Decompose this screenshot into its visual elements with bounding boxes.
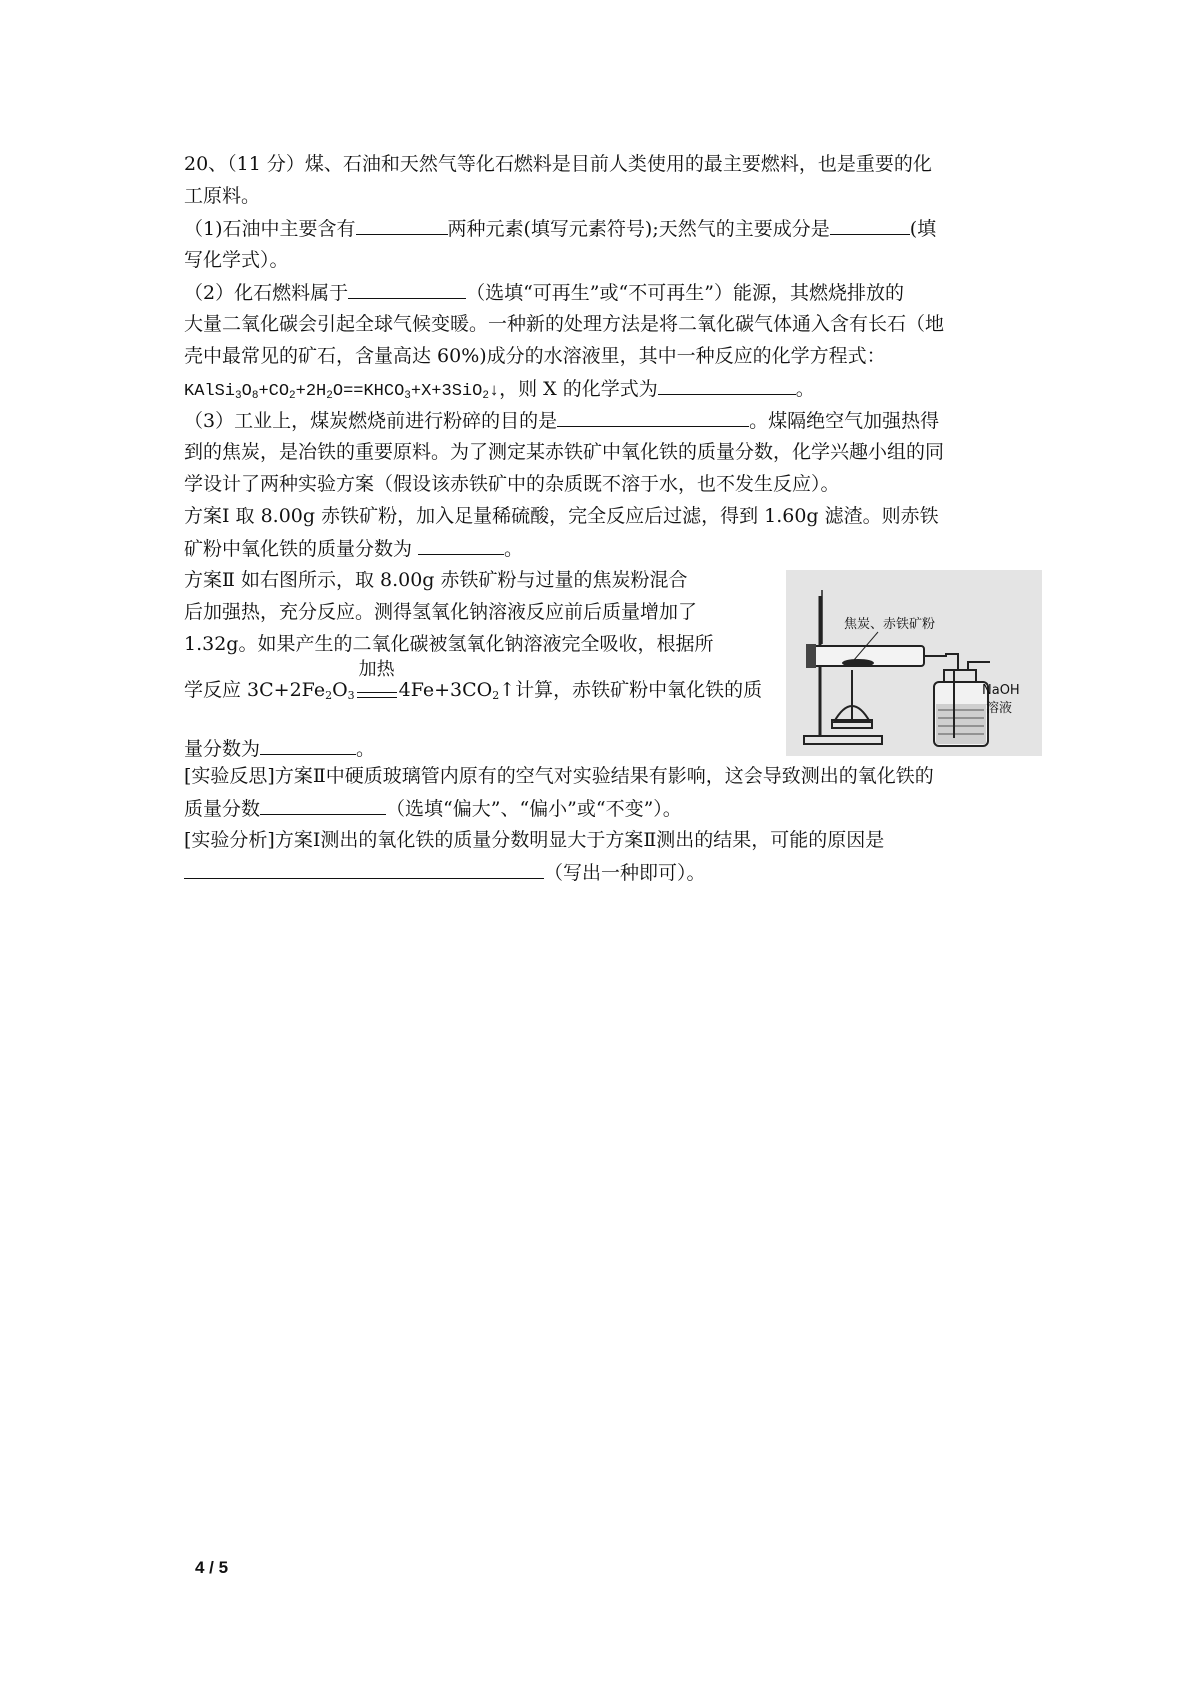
scheme2-text-e: 量分数为 [184,738,261,760]
scheme2-text: 方案Ⅱ 如右图所示，取 8.00g 赤铁矿粉与过量的焦炭粉混合 [184,569,688,591]
answer-blank-gas-formula[interactable] [830,212,910,235]
period: 。 [504,538,524,560]
scheme2-line-4: 学反应 $3C+2Fe_2O_3$ 加热 $4Fe+3CO_2↑$计算，赤铁矿粉中氧化铁的质 [184,674,774,706]
reflection-text: [实验反思]方案Ⅱ中硬质玻璃管内原有的空气对实验结果有影响，这会导致测出的氧化铁的 [184,765,934,787]
part1-line-1 [184,212,1034,244]
analysis-text: [实验分析]方案Ⅰ测出的氧化铁的质量分数明显大于方案Ⅱ测出的结果，可能的原因是 [184,829,885,851]
intro-text: 20、（11 分）煤、石油和天然气等化石燃料是目前人类使用的最主要燃料，也是重要的化 [184,153,932,175]
scheme2-text-b: 后加强热，充分反应。测得氢氧化钠溶液反应前后质量增加了 [184,601,698,623]
intro-text-cont: 工原料。 [184,185,261,207]
part3-text-d: 学设计了两种实验方案（假设该赤铁矿中的杂质既不溶于水，也不发生反应）。 [184,473,840,495]
scheme2-line-5 [184,732,774,764]
part3-line-3 [184,468,1034,500]
equals-sign [357,692,397,698]
heating-label: 加热 [358,659,395,680]
part1-text-c: (填 [909,218,937,240]
reaction-tail: ↑计算，赤铁矿粉中氧化铁的质 [499,679,763,701]
part2-text-d: 壳中最常见的矿石，含量高达 60%)成分的水溶液里，其中一种反应的化学方程式： [184,345,886,367]
answer-blank-scheme1[interactable] [418,532,504,555]
heating-condition [355,659,399,706]
label-solution: 溶液 [986,701,1013,716]
part3-text-b: 。煤隔绝空气加强热得 [749,410,940,432]
intro-line-1 [184,148,1034,180]
apparatus-figure [786,570,1042,756]
apparatus-diagram [786,570,1042,756]
scheme2-line-1 [184,564,774,596]
part3-text: （3）工业上，煤炭燃烧前进行粉碎的目的是 [184,410,558,432]
answer-blank-x-formula[interactable] [658,372,796,395]
question-20 [184,148,1034,888]
part2-line-1 [184,276,1034,308]
part2-line-3 [184,340,1034,372]
analysis-line-2 [184,856,1034,888]
part2-text: （2）化石燃料属于 [184,282,349,304]
period: 。 [795,378,815,400]
page-number: 4 / 5 [195,1558,229,1577]
reaction-left: 学反应 3C+2Fe [184,679,326,701]
intro-line-2 [184,180,1034,212]
answer-blank-analysis[interactable] [184,856,544,879]
analysis-text-b: （写出一种即可）。 [544,862,706,884]
part1-text-b: 两种元素(填写元素符号);天然气的主要成分是 [447,218,830,240]
answer-blank-reflection[interactable] [260,792,386,815]
scheme2-line-2 [184,596,774,628]
reflection-text-b: 质量分数 [184,798,261,820]
label-naoh: NaOH [982,683,1020,698]
answer-blank-purpose[interactable] [557,404,749,427]
scheme1-text: 方案Ⅰ 取 8.00g 赤铁矿粉，加入足量稀硫酸，完全反应后过滤，得到 1.60g 滤渣。则赤铁 [184,505,939,527]
scheme1-line-1 [184,500,1034,532]
reflection-text-c: （选填“偏大”、“偏小”或“不变”）。 [386,798,682,820]
equation-line [184,372,1034,404]
reflection-line-1 [184,760,1034,792]
answer-blank-renewable[interactable] [348,276,466,299]
answer-blank-elements[interactable] [356,212,448,235]
scheme2-block [184,564,1034,760]
part3-text-c: 到的焦炭，是冶铁的重要原料。为了测定某赤铁矿中氧化铁的质量分数，化学兴趣小组的同 [184,441,945,463]
label-coke-ore: 焦炭、赤铁矿粉 [844,617,936,632]
part2-line-2 [184,308,1034,340]
analysis-line-1 [184,824,1034,856]
part3-line-2 [184,436,1034,468]
reflection-line-2 [184,792,1034,824]
scheme2-line-3 [184,628,774,660]
chemical-equation: $KAlSi_3O_8+CO_2+2H_2O==KHCO_3+X+3SiO_2↓$ [184,382,500,402]
reaction-right: 4Fe+3CO [398,679,493,701]
part1-text: （1)石油中主要含有 [184,218,356,240]
part1-text-d: 写化学式）。 [184,249,289,271]
part3-line-1 [184,404,1034,436]
part2-text-c: 大量二氧化碳会引起全球气候变暖。一种新的处理方法是将二氧化碳气体通入含有长石（地 [184,313,945,335]
scheme2-text-block [184,564,774,764]
scheme1-text-b: 矿粉中氧化铁的质量分数为 [184,538,419,560]
scheme2-text-c: 1.32g。如果产生的二氧化碳被氢氧化钠溶液完全吸收，根据所 [184,633,714,655]
part1-line-2 [184,244,1034,276]
answer-blank-scheme2[interactable] [260,732,356,755]
scheme1-line-2 [184,532,1034,564]
part2-text-b: （选填“可再生”或“不可再生”）能源，其燃烧排放的 [466,282,904,304]
equation-question: ，则 X 的化学式为 [499,378,658,400]
period: 。 [356,738,376,760]
